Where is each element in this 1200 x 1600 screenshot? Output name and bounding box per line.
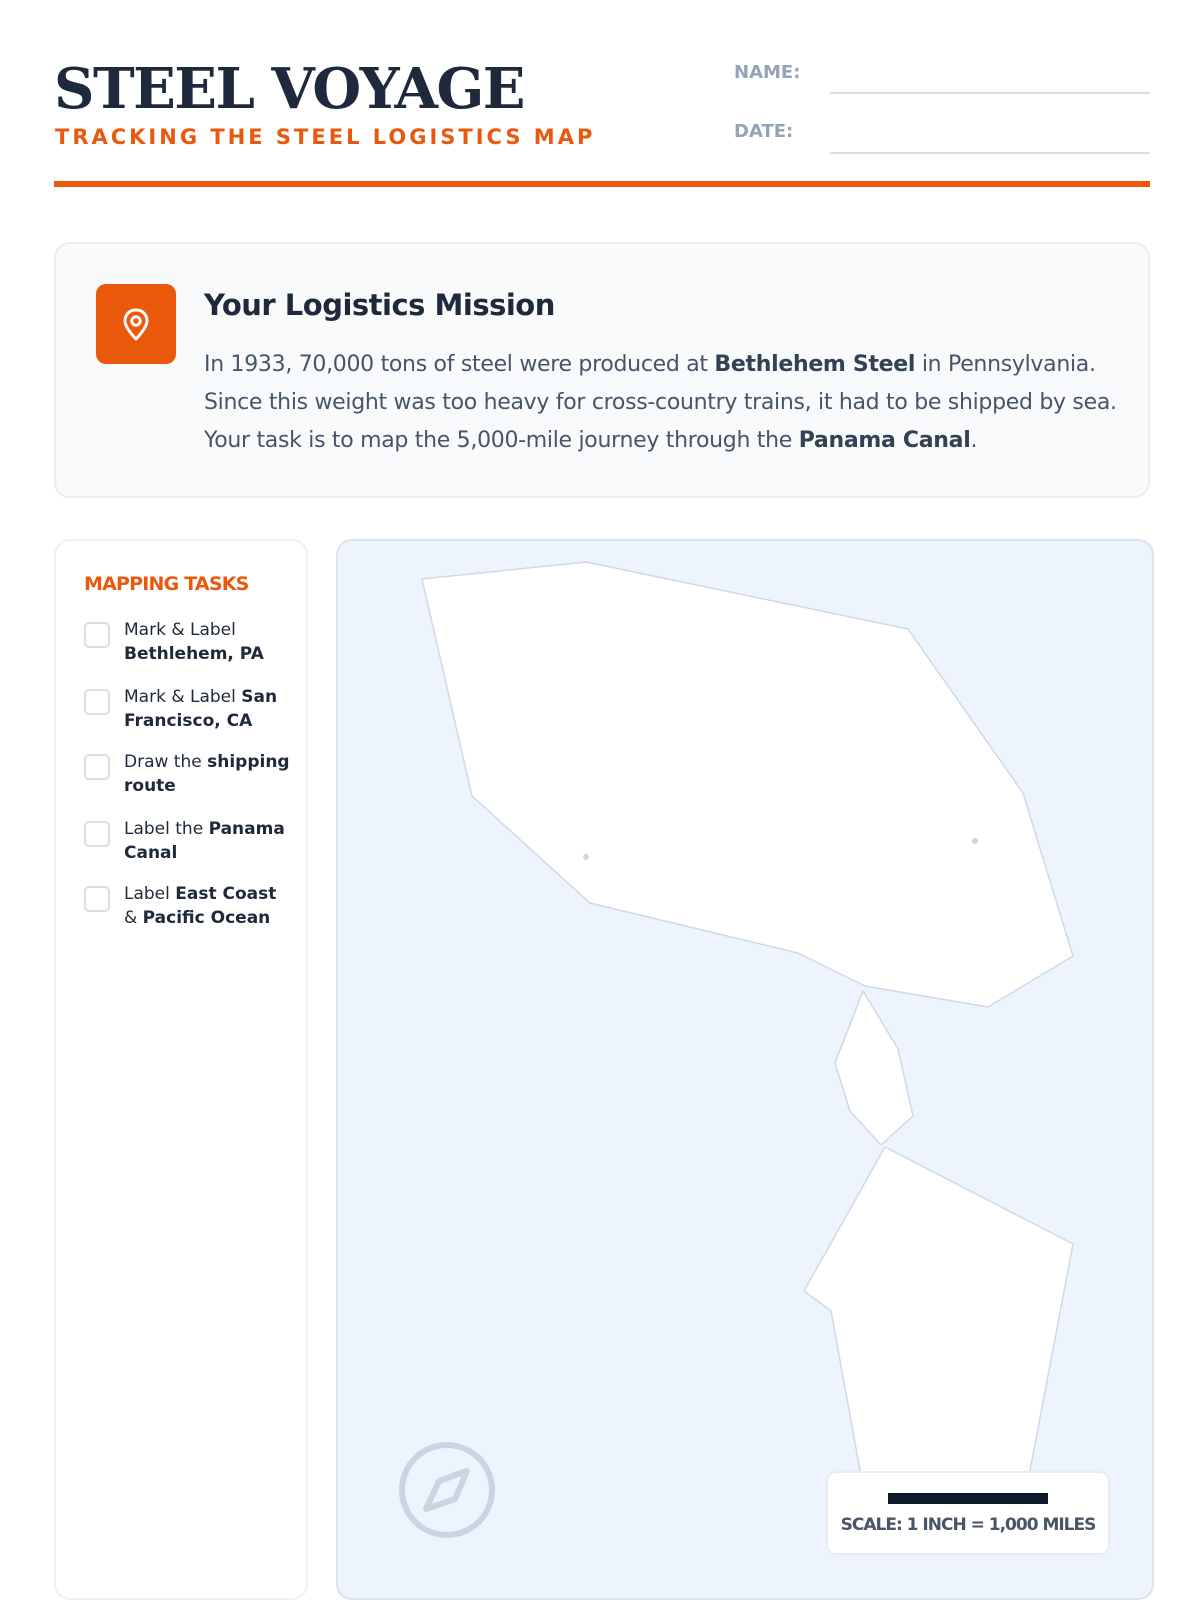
east-coast-marker: [972, 838, 978, 844]
highlight-panama-canal: Panama Canal: [798, 428, 971, 453]
mapping-tasks-panel: [54, 539, 308, 1600]
north-america-outline: [422, 562, 1073, 1007]
central-america-outline: [835, 991, 913, 1145]
name-label: NAME:: [734, 62, 801, 83]
page-title: STEEL VOYAGE: [54, 56, 524, 122]
south-america-outline: [804, 1147, 1073, 1481]
map-pin-icon: [96, 284, 176, 364]
header-divider: [54, 181, 1150, 187]
task-label: Mark & Label San Francisco, CA: [124, 687, 278, 731]
scale-bar: [888, 1493, 1048, 1504]
task-checkbox[interactable]: [84, 821, 110, 847]
mission-title: Your Logistics Mission: [204, 288, 555, 322]
date-field[interactable]: [830, 122, 1150, 154]
mission-card: [54, 242, 1150, 498]
compass-icon: [398, 1441, 496, 1539]
page-subtitle: TRACKING THE STEEL LOGISTICS MAP: [55, 125, 596, 149]
header: [54, 0, 1150, 190]
west-coast-marker: [583, 854, 589, 860]
task-label: Label the Panama Canal: [124, 819, 285, 863]
task-label: Mark & Label Bethlehem, PA: [124, 620, 264, 664]
tasks-title: MAPPING TASKS: [84, 573, 249, 595]
task-checkbox[interactable]: [84, 622, 110, 648]
task-checkbox[interactable]: [84, 754, 110, 780]
task-checkbox[interactable]: [84, 689, 110, 715]
task-label: Label East Coast & Pacific Ocean: [124, 884, 277, 928]
task-label: Draw the shipping route: [124, 752, 290, 796]
name-field[interactable]: [830, 62, 1150, 94]
map-scale: [826, 1471, 1110, 1555]
mission-description: In 1933, 70,000 tons of steel were produced at Bethlehem Steel in Pennsylvania. Since this weight was too heavy for cross-country trains, it had to be shipped by sea. Your task is to map the 5,000-mile journey through the Panama Canal.: [204, 352, 1117, 453]
task-checkbox[interactable]: [84, 886, 110, 912]
date-label: DATE:: [734, 121, 794, 142]
highlight-bethlehem-steel: Bethlehem Steel: [714, 352, 916, 377]
scale-label: SCALE: 1 INCH = 1,000 MILES: [840, 1515, 1096, 1535]
map-area[interactable]: [336, 539, 1154, 1600]
